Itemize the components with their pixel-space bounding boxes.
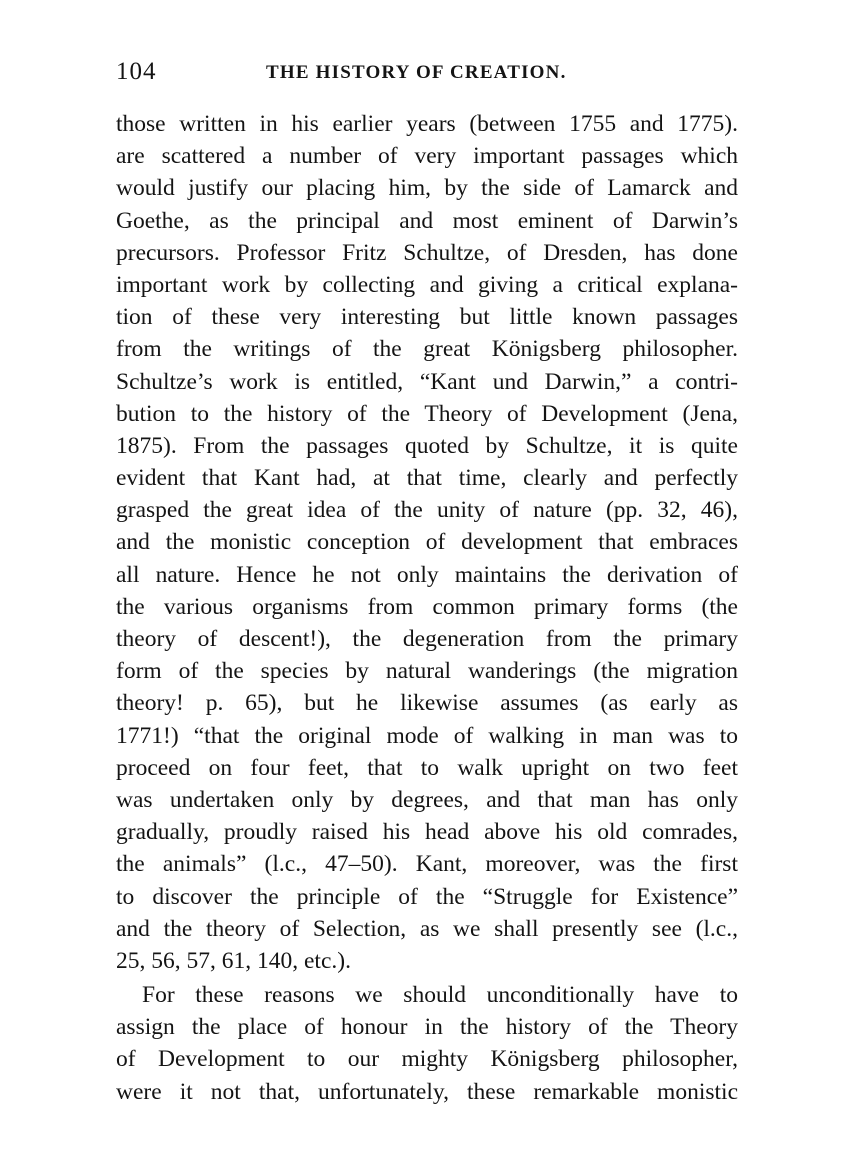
text-line: theory of descent!), the degeneration from the primary bbox=[116, 626, 738, 652]
text-line: are scattered a number of very important passages which bbox=[116, 143, 738, 170]
text-line: those written in his earlier years (between 1755 and 1775). bbox=[116, 111, 738, 137]
text-line: form of the species by natural wanderings (the migration bbox=[116, 658, 738, 685]
text-line: proceed on four feet, that to walk upright on two feet bbox=[116, 754, 738, 781]
text-line: of Development to our mighty Königsberg philosopher, bbox=[116, 1046, 738, 1073]
text-line: assign the place of honour in the history of the Theory bbox=[116, 1014, 738, 1041]
text-line: would justify our placing him, by the side of Lamarck and bbox=[116, 175, 738, 202]
text-line: the animals” (l.c., 47–50). Kant, moreover, was the first bbox=[116, 851, 738, 878]
text-line: grasped the great idea of the unity of nature (pp. 32, 46), bbox=[116, 497, 738, 524]
paragraph-2 bbox=[116, 979, 738, 1108]
text-line: precursors. Professor Fritz Schultze, of Dresden, has done bbox=[116, 239, 738, 266]
text-line: 25, 56, 57, 61, 140, etc.). bbox=[116, 947, 351, 974]
text-line: Schultze’s work is entitled, “Kant und Darwin,” a contri- bbox=[116, 368, 738, 395]
text-line: all nature. Hence he not only maintains the derivation of bbox=[116, 561, 738, 588]
text-line: and the monistic conception of development that embraces bbox=[116, 529, 738, 556]
running-title: THE HISTORY OF CREATION. bbox=[266, 62, 567, 83]
text-line: bution to the history of the Theory of Development (Jena, bbox=[116, 400, 738, 427]
text-line: tion of these very interesting but little known passages bbox=[116, 304, 738, 331]
body-text bbox=[116, 108, 738, 1108]
text-line: was undertaken only by degrees, and that man has only bbox=[116, 786, 738, 813]
text-line: For these reasons we should unconditionally have to bbox=[142, 982, 738, 1009]
text-line: Goethe, as the principal and most eminent of Darwin’s bbox=[116, 207, 738, 234]
text-line: 1771!) “that the original mode of walking in man was to bbox=[116, 722, 738, 749]
running-head bbox=[116, 58, 738, 92]
text-line: gradually, proudly raised his head above his old comrades, bbox=[116, 819, 738, 846]
text-line: evident that Kant had, at that time, clearly and perfectly bbox=[116, 465, 738, 492]
text-line: theory! p. 65), but he likewise assumes (as early as bbox=[116, 690, 738, 717]
paragraph-1 bbox=[116, 108, 738, 977]
text-line: from the writings of the great Königsberg philosopher. bbox=[116, 336, 738, 363]
text-line: and the theory of Selection, as we shall presently see (l.c., bbox=[116, 915, 738, 942]
text-line: the various organisms from common primary forms (the bbox=[116, 593, 738, 620]
text-line: 1875). From the passages quoted by Schultze, it is quite bbox=[116, 432, 738, 459]
text-line: to discover the principle of the “Struggle for Existence” bbox=[116, 883, 738, 910]
text-line: important work by collecting and giving a critical explana- bbox=[116, 271, 738, 298]
page-number: 104 bbox=[116, 58, 157, 85]
text-line: were it not that, unfortunately, these remarkable monistic bbox=[116, 1078, 738, 1105]
